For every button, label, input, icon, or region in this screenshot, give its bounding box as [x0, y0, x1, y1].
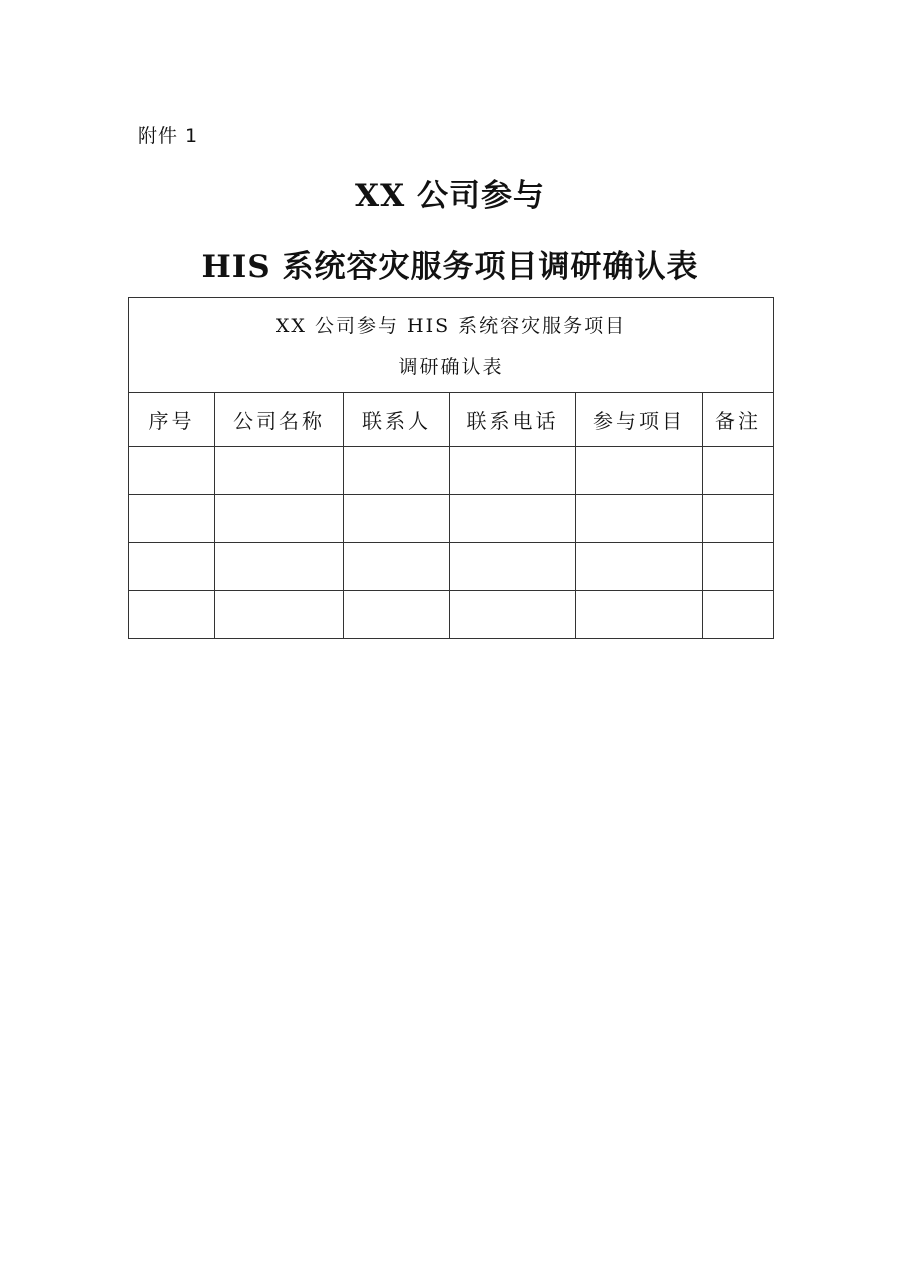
- column-header-project: 参与项目: [576, 393, 703, 447]
- table-caption-line1: XX 公司参与 HIS 系统容灾服务项目: [275, 314, 627, 337]
- table-cell: [129, 591, 215, 639]
- table-cell: [344, 591, 450, 639]
- table-row: [129, 447, 774, 495]
- table-cell: [129, 543, 215, 591]
- document-title-line1: XX 公司参与: [355, 178, 545, 214]
- table-cell: [215, 447, 344, 495]
- table-cell: [344, 495, 450, 543]
- table-cell: [450, 447, 576, 495]
- table-cell: [703, 447, 774, 495]
- column-header-contact-person: 联系人: [344, 393, 450, 447]
- table-cell: [344, 447, 450, 495]
- table-cell: [703, 543, 774, 591]
- table-row: [129, 591, 774, 639]
- table-caption-line2: 调研确认表: [398, 355, 504, 378]
- column-header-contact-phone: 联系电话: [450, 393, 576, 447]
- table-cell: [450, 495, 576, 543]
- table-header-row: [129, 393, 774, 447]
- table-cell: [576, 543, 703, 591]
- table-row: [129, 543, 774, 591]
- table-caption-row: [129, 298, 774, 393]
- table-cell: [129, 447, 215, 495]
- table-cell: [703, 495, 774, 543]
- column-header-company-name: 公司名称: [215, 393, 344, 447]
- table-cell: [576, 591, 703, 639]
- table-caption: [129, 298, 774, 393]
- table-cell: [576, 495, 703, 543]
- table-cell: [215, 495, 344, 543]
- table-cell: [576, 447, 703, 495]
- document-title-line2: HIS 系统容灾服务项目调研确认表: [201, 249, 699, 285]
- table-cell: [450, 591, 576, 639]
- table-cell: [129, 495, 215, 543]
- attachment-label: 附件 1: [138, 125, 199, 147]
- column-header-remarks: 备注: [703, 393, 774, 447]
- column-header-serial: 序号: [129, 393, 215, 447]
- table-cell: [450, 543, 576, 591]
- table-row: [129, 495, 774, 543]
- table-cell: [344, 543, 450, 591]
- confirmation-table: [128, 297, 774, 639]
- table-cell: [215, 543, 344, 591]
- table-cell: [215, 591, 344, 639]
- table-cell: [703, 591, 774, 639]
